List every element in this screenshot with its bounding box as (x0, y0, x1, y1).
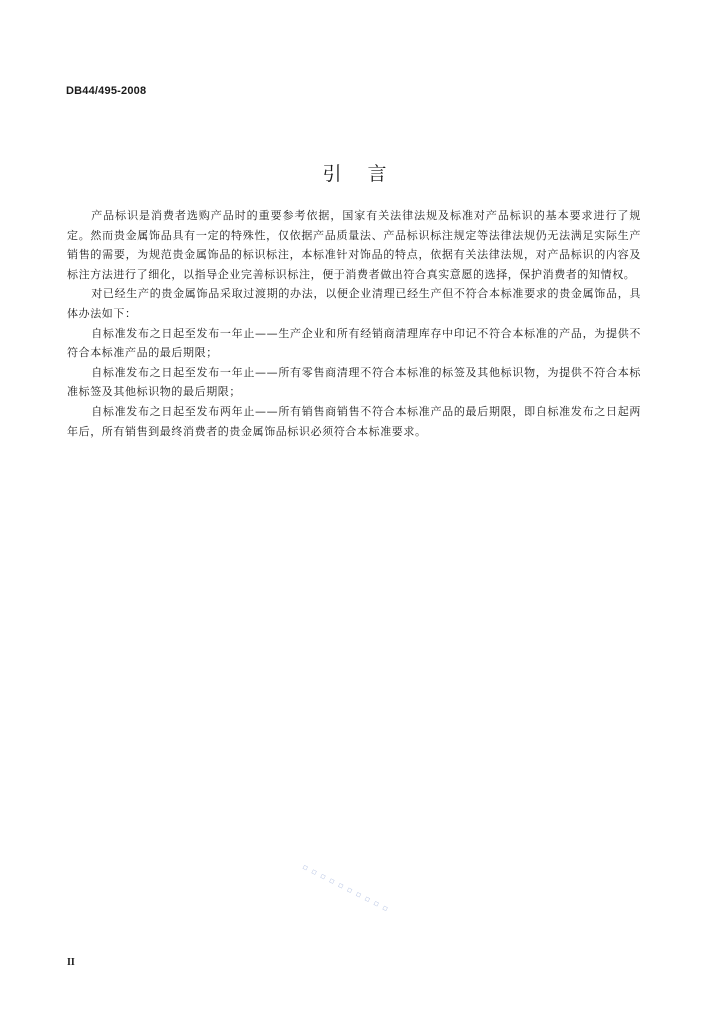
paragraph-background: 产品标识是消费者选购产品时的重要参考依据，国家有关法律法规及标准对产品标识的基本要求进行了规定。然而贵金属饰品具有一定的特殊性，仅依据产品质量法、产品标识标注规定等法律法规仍无法满足实际生产销售的需要，为规范贵金属饰品的标识标注，本标准针对饰品的特点，依据有关法律法规，对产品标识的内容及标注方法进行了细化，以指导企业完善标识标注，便于消费者做出符合真实意愿的选择，保护消费者的知情权。 (67, 209, 641, 281)
paragraph-transition-sellers: 自标准发布之日起至发布两年止——所有销售商销售不符合本标准产品的最后期限，即自标准发布之日起两年后，所有销售到最终消费者的贵金属饰品标识必须符合本标准要求。 (67, 404, 641, 438)
page-number: II (67, 957, 75, 968)
paragraph-transition-producers: 自标准发布之日起至发布一年止——生产企业和所有经销商清理库存中印记不符合本标准的产品，为提供不符合本标准产品的最后期限； (67, 326, 641, 360)
paragraph-transition-retailers: 自标准发布之日起至发布一年止——所有零售商清理不符合本标准的标签及其他标识物，为提供不符合本标准标签及其他标识物的最后期限； (67, 365, 641, 399)
document-code: DB44/495-2008 (66, 85, 147, 97)
paragraph-transition-intro: 对已经生产的贵金属饰品采取过渡期的办法，以便企业清理已经生产但不符合本标准要求的贵金属饰品，具体办法如下： (67, 287, 641, 320)
introduction-body (67, 206, 641, 441)
page-title: 引言 (322, 162, 413, 185)
watermark-stamp: ▫ ▫ ▫ ▫ ▫ ▫ ▫ ▫ ▫ ▫ (300, 862, 391, 914)
